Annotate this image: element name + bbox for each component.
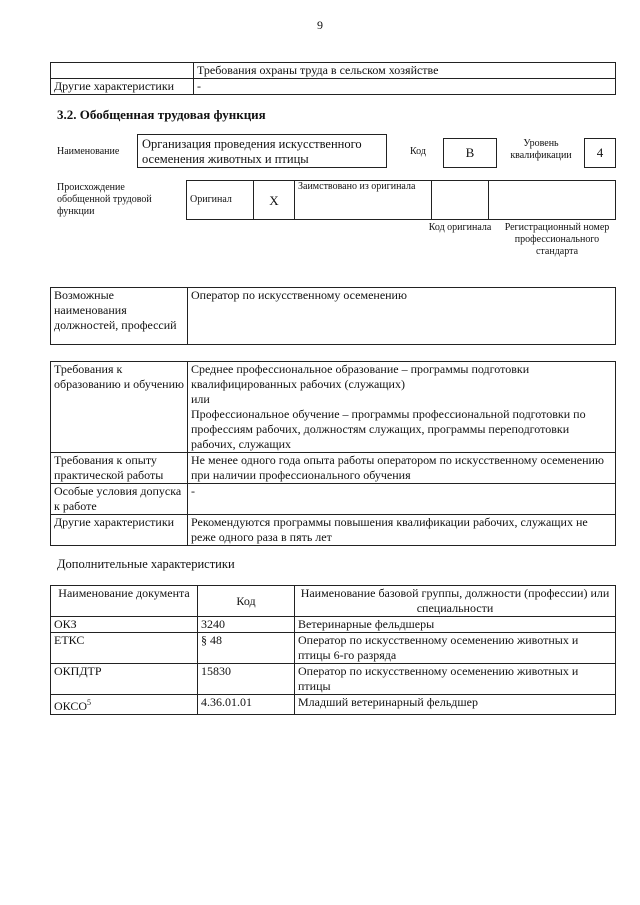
name-cell: Ветеринарные фельдшеры bbox=[295, 617, 616, 633]
table-row bbox=[51, 484, 616, 515]
reg-number-label: Регистрационный номер профессионального стандарта bbox=[504, 222, 610, 257]
level-label: Уровень квалификации bbox=[510, 138, 572, 161]
top-table-row2-value: - bbox=[194, 79, 616, 95]
requirement-value: Рекомендуются программы повышения квалификации рабочих, служащих не реже одного раза в пять лет bbox=[188, 515, 616, 546]
requirement-value: Среднее профессиональное образование – программы подготовки квалифицированных рабочих (служащих) или Профессиональное обучение – программы профессиональной подготовки по профессиям рабочих, должностям служащих, программы переподготовки рабочих, служащих bbox=[188, 362, 616, 453]
table-row bbox=[51, 617, 616, 633]
top-table-empty-cell bbox=[51, 63, 194, 79]
code-cell: 15830 bbox=[198, 664, 295, 695]
additional-title: Дополнительные характеристики bbox=[57, 557, 235, 571]
requirement-label: Требования к опыту практической работы bbox=[51, 453, 188, 484]
okso-label: ОКСО bbox=[54, 699, 88, 713]
page-number: 9 bbox=[317, 18, 323, 32]
positions-label: Возможные наименования должностей, профессий bbox=[51, 288, 188, 345]
requirements-table bbox=[50, 361, 616, 546]
requirement-value: - bbox=[188, 484, 616, 515]
code-value: B bbox=[443, 138, 497, 168]
origin-label: Происхождение обобщенной трудовой функции bbox=[57, 182, 152, 217]
doc-cell: ОКПДТР bbox=[51, 664, 198, 695]
table-row bbox=[51, 664, 616, 695]
header-document: Наименование документа bbox=[51, 586, 198, 617]
top-table-row2-label: Другие характеристики bbox=[51, 79, 194, 95]
table-row bbox=[51, 515, 616, 546]
doc-cell: ОКЗ bbox=[51, 617, 198, 633]
top-table-row1-value: Требования охраны труда в сельском хозяйстве bbox=[194, 63, 616, 79]
section-title: 3.2. Обобщенная трудовая функция bbox=[57, 107, 266, 122]
level-value: 4 bbox=[584, 138, 616, 168]
naming-label: Наименование bbox=[57, 146, 120, 157]
doc-cell bbox=[51, 695, 198, 715]
name-cell: Оператор по искусственному осеменению животных и птицы 6-го разряда bbox=[295, 633, 616, 664]
code-original-label: Код оригинала bbox=[428, 222, 492, 233]
origin-table bbox=[186, 180, 616, 220]
origin-code-cell bbox=[432, 181, 489, 220]
code-cell: § 48 bbox=[198, 633, 295, 664]
header-code: Код bbox=[198, 586, 295, 617]
origin-mark: X bbox=[254, 181, 295, 220]
name-cell: Младший ветеринарный фельдшер bbox=[295, 695, 616, 715]
table-row bbox=[51, 695, 616, 715]
table-header-row bbox=[51, 586, 616, 617]
table-row bbox=[51, 453, 616, 484]
name-cell: Оператор по искусственному осеменению животных и птицы bbox=[295, 664, 616, 695]
code-label: Код bbox=[410, 146, 426, 157]
function-name: Организация проведения искусственного осеменения животных и птицы bbox=[137, 134, 387, 168]
origin-original: Оригинал bbox=[187, 181, 254, 220]
table-row bbox=[51, 362, 616, 453]
code-cell: 3240 bbox=[198, 617, 295, 633]
table-row bbox=[51, 633, 616, 664]
origin-borrowed: Заимствовано из оригинала bbox=[295, 181, 432, 220]
origin-reg-cell bbox=[489, 181, 616, 220]
header-name: Наименование базовой группы, должности (профессии) или специальности bbox=[295, 586, 616, 617]
code-cell: 4.36.01.01 bbox=[198, 695, 295, 715]
positions-value: Оператор по искусственному осеменению bbox=[188, 288, 616, 345]
additional-table bbox=[50, 585, 616, 715]
footnote-mark: 5 bbox=[87, 698, 92, 707]
doc-cell: ЕТКС bbox=[51, 633, 198, 664]
positions-table bbox=[50, 287, 616, 345]
top-table bbox=[50, 62, 616, 95]
requirement-label: Требования к образованию и обучению bbox=[51, 362, 188, 453]
requirement-value: Не менее одного года опыта работы оператором по искусственному осеменению при наличии профессионального обучения bbox=[188, 453, 616, 484]
requirement-label: Другие характеристики bbox=[51, 515, 188, 546]
requirement-label: Особые условия допуска к работе bbox=[51, 484, 188, 515]
